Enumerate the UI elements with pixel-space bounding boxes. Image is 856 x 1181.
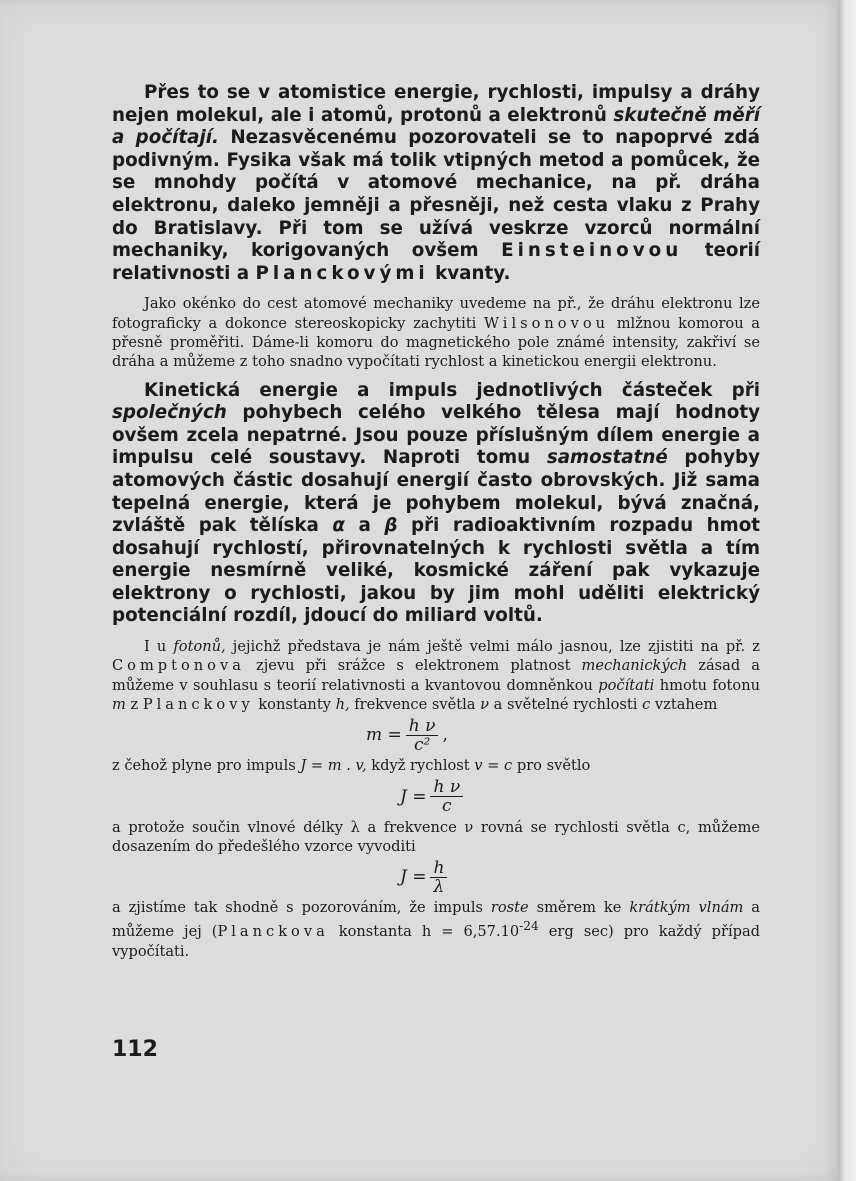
page-edge: [838, 0, 856, 1181]
paragraph-photons: I u fotonů, jejichž představa je nám ještě velmi málo jasnou, lze zjistiti na př. z Comptonova zjevu při srážce s elektronem platnost mechanických zásad a můžeme v souhlasu s teorií relativnosti a kvantovou domněnkou počítati hmotu fotonu m z Planckovy konstanty h, frekvence světla ν a světelné rychlosti c vztahem: [112, 638, 760, 713]
paragraph-kinetic-energy: Kinetická energie a impuls jednotlivých částeček při společných pohybech celého velkého tělesa mají hodnoty ovšem zcela nepatrné. Jsou pouze příslušným dílem energie a impulsu celé soustavy. Naproti tomu samostatné pohyby atomových částic dosahují energií často obrovských. Již sama tepelná energie, která je pohybem molekul, bývá značná, zvláště pak tělíska α a β při radioaktivním rozpadu hmot dosahují rychlostí, přirovnatelných k rychlosti světla a tím energie nesmírně veliké, kosmické záření pak vykazuje elektrony o rychlosti, jakou by jim mohl uděliti elektrický potenciální rozdíl, jdoucí do miliard voltů.: [112, 379, 760, 627]
paragraph-wilson-chamber: Jako okénko do cest atomové mechaniky uvedeme na př., že dráhu elektronu lze fotograficky a dokonce stereoskopicky zachytiti Wilsonovou mlžnou komorou a přesně proměřiti. Dáme-li komoru do magnetického pole známé intensity, zakřiví se dráha a můžeme z toho snadno vypočítati rychlost a kinetickou energii elektronu.: [112, 295, 760, 371]
fraction: $\frac{h}{\lambda}$: [430, 859, 447, 896]
line-wavelength: a protože součin vlnové délky λ a frekvence ν rovná se rychlosti světla c, můžeme dosazením do předešlého vzorce vyvoditi: [112, 818, 760, 855]
fraction: $\frac{\text{h ν}}{c}$: [430, 778, 463, 815]
formula-impulse-h-lambda: J = $\frac{h}{\lambda}$: [112, 856, 760, 898]
page-content: [112, 82, 760, 961]
formula-photon-mass: m = $\frac{\text{h ν}}{\text{c²}}$ ,: [366, 715, 448, 755]
paragraph-atomistics: Přes to se v atomistice energie, rychlosti, impulsy a dráhy nejen molekul, ale i atomů, protonů a elektronů skutečně měří a počítají. Nezasvěcenému pozorovateli se to napoprvé zdá podivným. Fysika však má tolik vtipných metod a pomůcek, že se mnohdy počítá v atomové mechanice, na př. dráha elektronu, daleko jemněji a přesněji, než cesta vlaku z Prahy do Bratislavy. Při tom se užívá veskrze vzorců normální mechaniky, korigovaných ovšem Einsteinovou teorií relativnosti a Planckovými kvanty.: [112, 82, 760, 284]
line-impulse: z čehož plyne pro impuls J = m . v, když rychlost v = c pro světlo: [112, 757, 591, 775]
formula-impulse-hv-c: J = $\frac{\text{h ν}}{c}$: [112, 776, 760, 818]
paragraph-conclusion: a zjistíme tak shodně s pozorováním, že impuls roste směrem ke krátkým vlnám a můžeme jej (Planckova konstanta $h = 6,57.10^{-24}$ erg sec) pro každý případ vypočítati.: [112, 899, 761, 960]
page-number: 112: [112, 1037, 158, 1062]
fraction: $\frac{\text{h ν}}{\text{c²}}$: [406, 717, 439, 754]
